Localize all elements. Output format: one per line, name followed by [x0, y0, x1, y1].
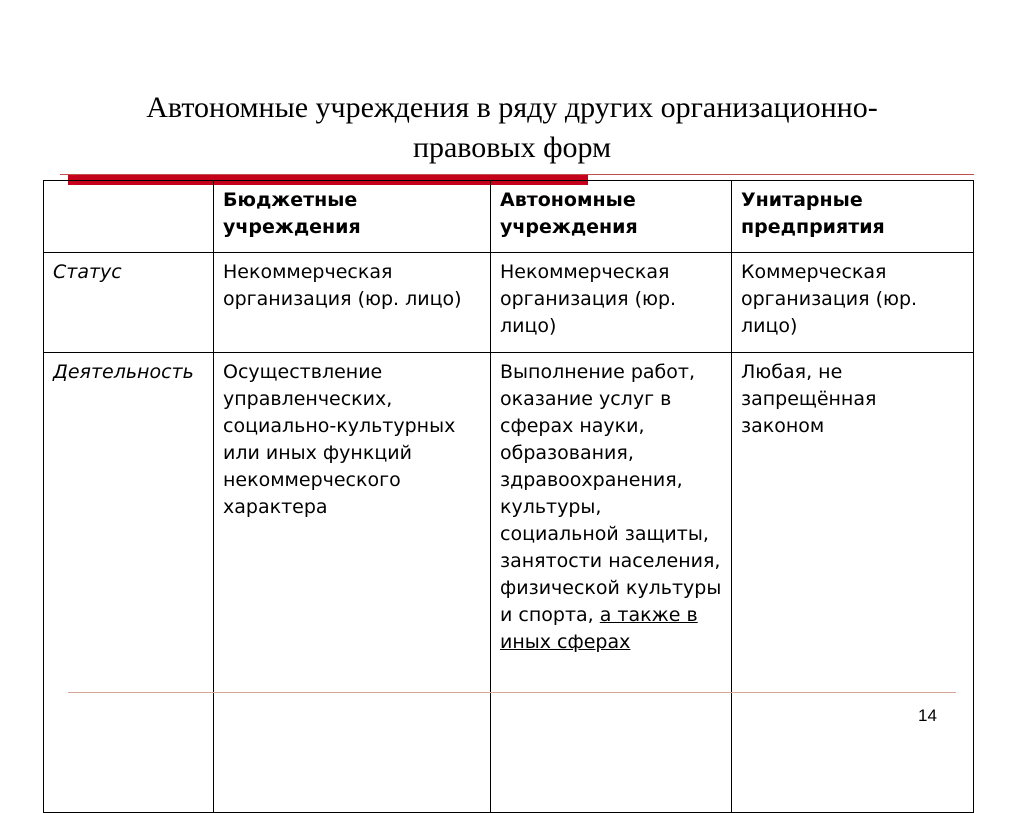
header-cell-unitary-enterprises: Унитарные предприятия: [732, 181, 974, 253]
header-cell-empty: [44, 181, 214, 253]
header-cell-autonomous-institutions: Автономные учреждения: [491, 181, 732, 253]
cell-status-budget: Некоммерческая организация (юр. лицо): [214, 253, 491, 353]
row-label-activity: Деятельность: [44, 353, 214, 813]
table-header-row: [44, 181, 974, 253]
row-label-status: Статус: [44, 253, 214, 353]
footer-divider-line: [68, 692, 956, 693]
comparison-table: [43, 180, 974, 813]
slide-title: [60, 88, 964, 168]
cell-status-unitary: Коммерческая организация (юр. лицо): [732, 253, 974, 353]
table-row-status: [44, 253, 974, 353]
cell-status-autonomous: Некоммерческая организация (юр. лицо): [491, 253, 732, 353]
cell-activity-autonomous-text: Выполнение работ, оказание услуг в сферах науки, образования, здравоохранения, культуры, социальной защиты, занятости населения, физической культуры и спорта,: [500, 361, 722, 626]
cell-activity-unitary: Любая, не запрещённая законом: [732, 353, 974, 813]
cell-activity-autonomous-underlined: а также в иных сферах: [500, 604, 698, 653]
table-row-activity: [44, 353, 974, 813]
cell-activity-autonomous: [491, 353, 732, 813]
slide-title-line-1: Автономные учреждения в ряду других организационно-: [146, 91, 878, 124]
header-cell-budget-institutions: Бюджетные учреждения: [214, 181, 491, 253]
cell-activity-budget: Осуществление управленческих, социально-культурных или иных функций некоммерческого характера: [214, 353, 491, 813]
slide-title-line-2: правовых форм: [412, 131, 612, 164]
page-number: 14: [918, 706, 937, 725]
